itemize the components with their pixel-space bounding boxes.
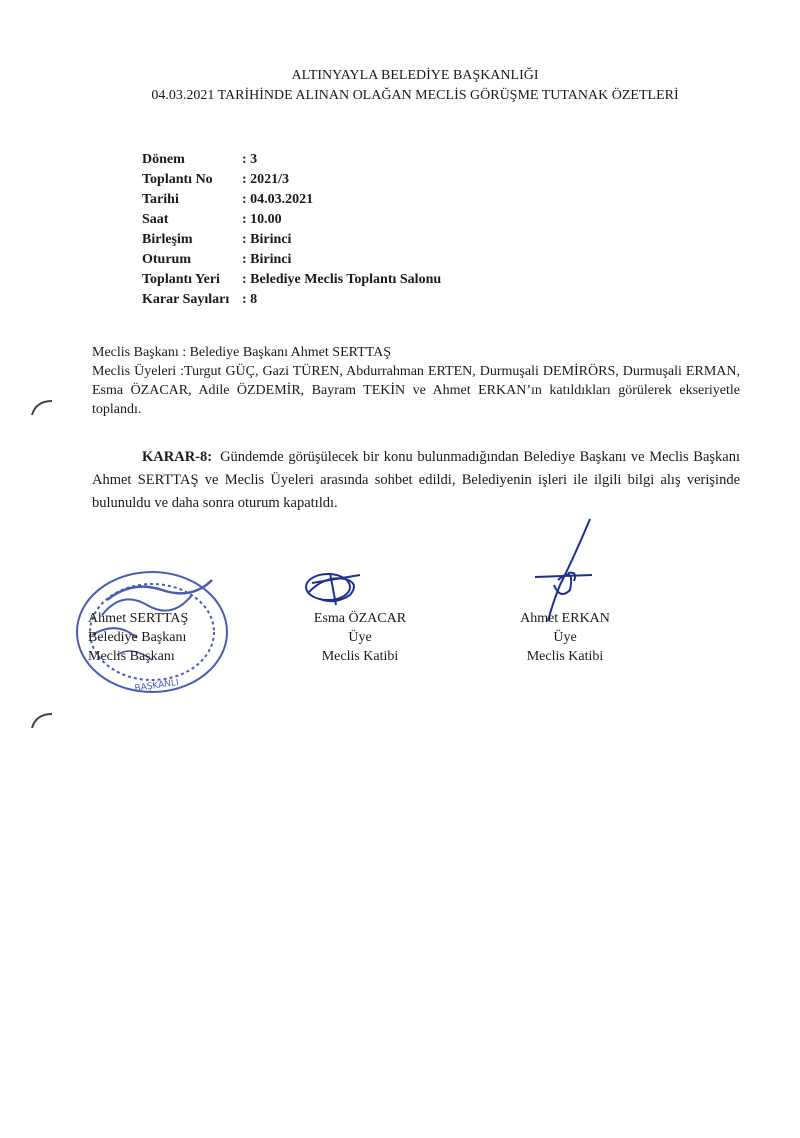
info-value: : Belediye Meclis Toplantı Salonu <box>242 272 442 287</box>
signature-block-president <box>88 609 238 666</box>
info-value: : Birinci <box>242 232 292 247</box>
signature-esma-ozacar <box>300 565 370 615</box>
signer-role: Üye <box>348 630 372 645</box>
decision-paragraph <box>92 446 740 515</box>
punch-hole-mark-bottom <box>28 708 58 738</box>
attendance-paragraph <box>92 343 740 419</box>
punch-hole-mark-top <box>28 395 58 425</box>
info-value: : 10.00 <box>242 212 282 227</box>
signer-name: Ahmet ERKAN <box>520 611 610 626</box>
info-row <box>142 270 441 290</box>
info-label: Oturum <box>142 252 191 267</box>
signer-role: Üye <box>553 630 577 645</box>
signer-role: Meclis Başkanı <box>88 649 175 664</box>
info-row <box>142 290 441 310</box>
signer-role: Meclis Katibi <box>321 649 399 664</box>
info-row <box>142 230 441 250</box>
info-label: Dönem <box>142 152 185 167</box>
decision-text: Gündemde görüşülecek bir konu bulunmadığından Belediye Başkanı ve Meclis Başkanı Ahmet SERTTAŞ ve Meclis Üyeleri arasında sohbet edildi, Belediyenin işleri ile ilgili bilgi alış verişinde bulunuldu ve daha sonra oturum kapatıldı. <box>92 449 740 511</box>
decision-label: KARAR-8: <box>142 449 213 465</box>
document-title: 04.03.2021 TARİHİNDE ALINAN OLAĞAN MECLİS GÖRÜŞME TUTANAK ÖZETLERİ <box>151 88 679 103</box>
president-line: Meclis Başkanı : Belediye Başkanı Ahmet SERTTAŞ <box>92 345 392 360</box>
info-row <box>142 190 441 210</box>
svg-text:BAŞKANLI: BAŞKANLI <box>134 677 180 695</box>
info-row <box>142 170 441 190</box>
members-line: Meclis Üyeleri :Turgut GÜÇ, Gazi TÜREN, Abdurrahman ERTEN, Durmuşali DEMİRÖRS, Durmuşali ERMAN, Esma ÖZACAR, Adile ÖZDEMİR, Bayram TEKİN ve Ahmet ERKAN’ın katıldıkları görülerek ekseriyetle toplandı. <box>92 364 740 417</box>
info-label: Toplantı No <box>142 172 213 187</box>
info-row <box>142 150 441 170</box>
info-label: Karar Sayıları <box>142 292 230 307</box>
info-value: : 2021/3 <box>242 172 290 187</box>
info-label: Toplantı Yeri <box>142 272 220 287</box>
info-label: Tarihi <box>142 192 179 207</box>
signer-role: Meclis Katibi <box>526 649 604 664</box>
info-value: : 04.03.2021 <box>242 192 314 207</box>
signature-block-member-1 <box>285 609 435 666</box>
info-row <box>142 210 441 230</box>
signature-block-member-2 <box>490 609 640 666</box>
info-row <box>142 250 441 270</box>
info-label: Birleşim <box>142 232 193 247</box>
signer-name: Ahmet SERTTAŞ <box>88 611 189 626</box>
info-value: : 3 <box>242 152 258 167</box>
info-value: : Birinci <box>242 252 292 267</box>
info-value: : 8 <box>242 292 258 307</box>
institution-title: ALTINYAYLA BELEDİYE BAŞKANLIĞI <box>291 68 539 83</box>
signer-role: Belediye Başkanı <box>88 630 187 645</box>
signer-name: Esma ÖZACAR <box>313 611 407 626</box>
info-label: Saat <box>142 212 169 227</box>
meeting-info-table <box>142 150 441 310</box>
